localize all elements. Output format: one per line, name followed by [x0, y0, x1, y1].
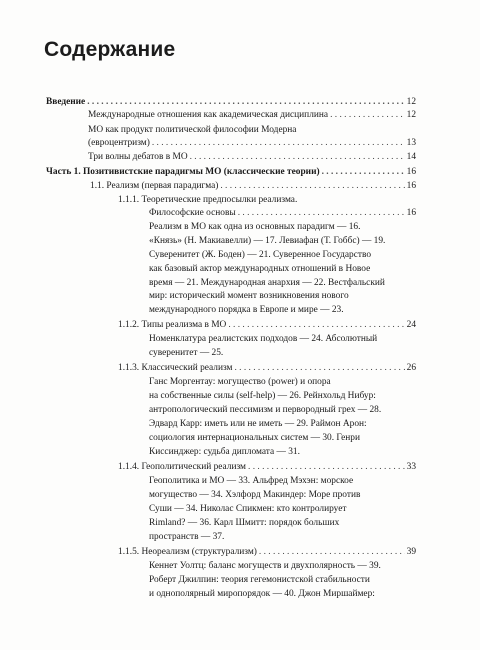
toc-entry-page: 16	[406, 167, 416, 177]
leader-dots	[152, 137, 405, 150]
toc-entry-title: Введение	[46, 97, 86, 107]
leader-dots	[220, 180, 404, 193]
toc-entry-page: 16	[406, 208, 416, 218]
toc-subentry-text: Роберт Джилпин: теория гегемонистской стабильности	[149, 575, 370, 585]
toc-subentry-text: Реализм в МО как одна из основных парадигм — 16.	[149, 222, 361, 232]
toc-subentry-text: Кеннет Уолтц: баланс могуществ и двухполярность — 39.	[149, 561, 381, 571]
toc-entry-1-1-1[interactable]	[149, 207, 416, 220]
toc-subentry-text: социология интернациональных систем — 30. Генри	[149, 433, 361, 443]
leader-dots	[238, 207, 405, 220]
leader-dots	[87, 96, 404, 109]
toc-subentry-text: «Князь» (Н. Макиавелли) — 17. Левиафан (Т. Гоббс) — 19.	[149, 236, 386, 246]
toc-subentry-text: Киссинджер: судьба дипломата — 31.	[149, 447, 300, 457]
toc-entry-title: Международные отношения как академическая дисциплина	[88, 110, 329, 120]
toc-entry-page: 16	[406, 181, 416, 191]
leader-dots	[228, 319, 404, 332]
toc-entry-title: Теоретические предпосылки реализма.	[141, 195, 298, 205]
toc-entry-title: (евроцентризм)	[88, 138, 150, 148]
toc-entry-introduction[interactable]	[46, 96, 416, 109]
toc-entry-title: Геополитический реализм	[141, 462, 246, 472]
toc-entry-1-1-4[interactable]	[118, 461, 416, 474]
toc-subentry-text: Суши — 34. Николас Спикмен: кто контролирует	[149, 504, 347, 514]
toc-entry-number: 1.1.2.	[118, 320, 140, 330]
toc-entry-page: 14	[406, 152, 416, 162]
toc-entry-title: Неореализм (структурализм)	[141, 547, 257, 557]
toc-entry-title: Классический реализм	[141, 363, 233, 373]
leader-dots	[322, 166, 405, 179]
toc-entry-1-1-2[interactable]	[118, 319, 416, 332]
toc-entry-1-1-3[interactable]	[118, 362, 416, 375]
leader-dots	[330, 109, 405, 122]
toc-entry-number: 1.1.1.	[118, 195, 140, 205]
toc-entry-title: Часть 1. Позитивистские парадигмы МО (классические теории)	[46, 167, 320, 177]
toc-subentry-text: Суверенитет (Ж. Боден) — 21. Суверенное Государство	[149, 250, 372, 260]
toc-subentry-text: Эдвард Карр: иметь или не иметь — 29. Раймон Арон:	[149, 419, 367, 429]
toc-subentry-text: на собственные силы (self-help) — 26. Рейнхольд Нибур:	[149, 391, 376, 401]
toc-entry-page: 12	[406, 97, 416, 107]
leader-dots	[234, 362, 404, 375]
toc-entry-ir-discipline[interactable]	[88, 109, 416, 122]
toc-entry-title: Типы реализма в МО	[141, 320, 227, 330]
toc-entry-title: Три волны дебатов в МО	[88, 152, 188, 162]
toc-subentry-text: суверенитет — 25.	[149, 348, 224, 358]
toc-entry-ir-modernity[interactable]	[88, 137, 416, 150]
toc-subentry-text: Rimland? — 36. Карл Шмитт: порядок больших	[149, 518, 340, 528]
toc-subentry-text: антропологический пессимизм и первородный грех — 28.	[149, 405, 382, 415]
toc-subentry-text: международного порядка в Европе и мире — 23.	[149, 305, 344, 315]
toc-entry-number: 1.1.5.	[118, 547, 140, 557]
leader-dots	[190, 151, 405, 164]
toc-entry-page: 24	[406, 320, 416, 330]
toc-subentry-text: и однополярный миропорядок — 40. Джон Миршаймер:	[149, 589, 375, 599]
toc-entry-three-waves[interactable]	[88, 151, 416, 164]
toc-subentry-text: как базовый актор международных отношений в Новое	[149, 264, 371, 274]
toc-entry-1-1-1-line1[interactable]	[118, 194, 297, 207]
toc-subentry-text: время — 21. Международная анархия — 22. Вестфальский	[149, 278, 385, 288]
toc-entry-title: Реализм (первая парадигма)	[106, 181, 219, 191]
toc-subentry-text: пространств — 37.	[149, 532, 225, 542]
toc-entry-number: 1.1.	[90, 181, 105, 191]
toc-subentry-text: Номенклатура реалистских подходов — 24. Абсолютный	[149, 334, 378, 344]
leader-dots	[248, 461, 405, 474]
toc-entry-ir-modernity-line1[interactable]	[88, 124, 296, 137]
toc-entry-page: 13	[406, 138, 416, 148]
toc-entry-page: 26	[406, 363, 416, 373]
toc-entry-1-1[interactable]	[90, 180, 416, 193]
leader-dots	[259, 546, 405, 559]
toc-entry-title: МО как продукт политической философии Модерна	[88, 125, 297, 135]
toc-entry-number: 1.1.4.	[118, 462, 140, 472]
toc-entry-number: 1.1.3.	[118, 363, 140, 373]
toc-entry-page: 12	[406, 110, 416, 120]
toc-entry-title: Философские основы	[149, 208, 236, 218]
toc-subentry-text: мир: исторический момент возникновения нового	[149, 291, 349, 301]
toc-subentry-text: Геополитика и МО — 33. Альфред Мэхэн: морское	[149, 476, 354, 486]
toc-entry-page: 39	[406, 547, 416, 557]
toc-entry-part-1[interactable]	[46, 166, 416, 179]
toc-subentry-text: могущество — 34. Хэлфорд Макиндер: Море против	[149, 490, 361, 500]
page-title: Содержание	[44, 38, 176, 61]
toc-entry-page: 33	[406, 462, 416, 472]
toc-entry-1-1-5[interactable]	[118, 546, 416, 559]
toc-subentry-text: Ганс Моргентау: могущество (power) и опора	[149, 377, 331, 387]
